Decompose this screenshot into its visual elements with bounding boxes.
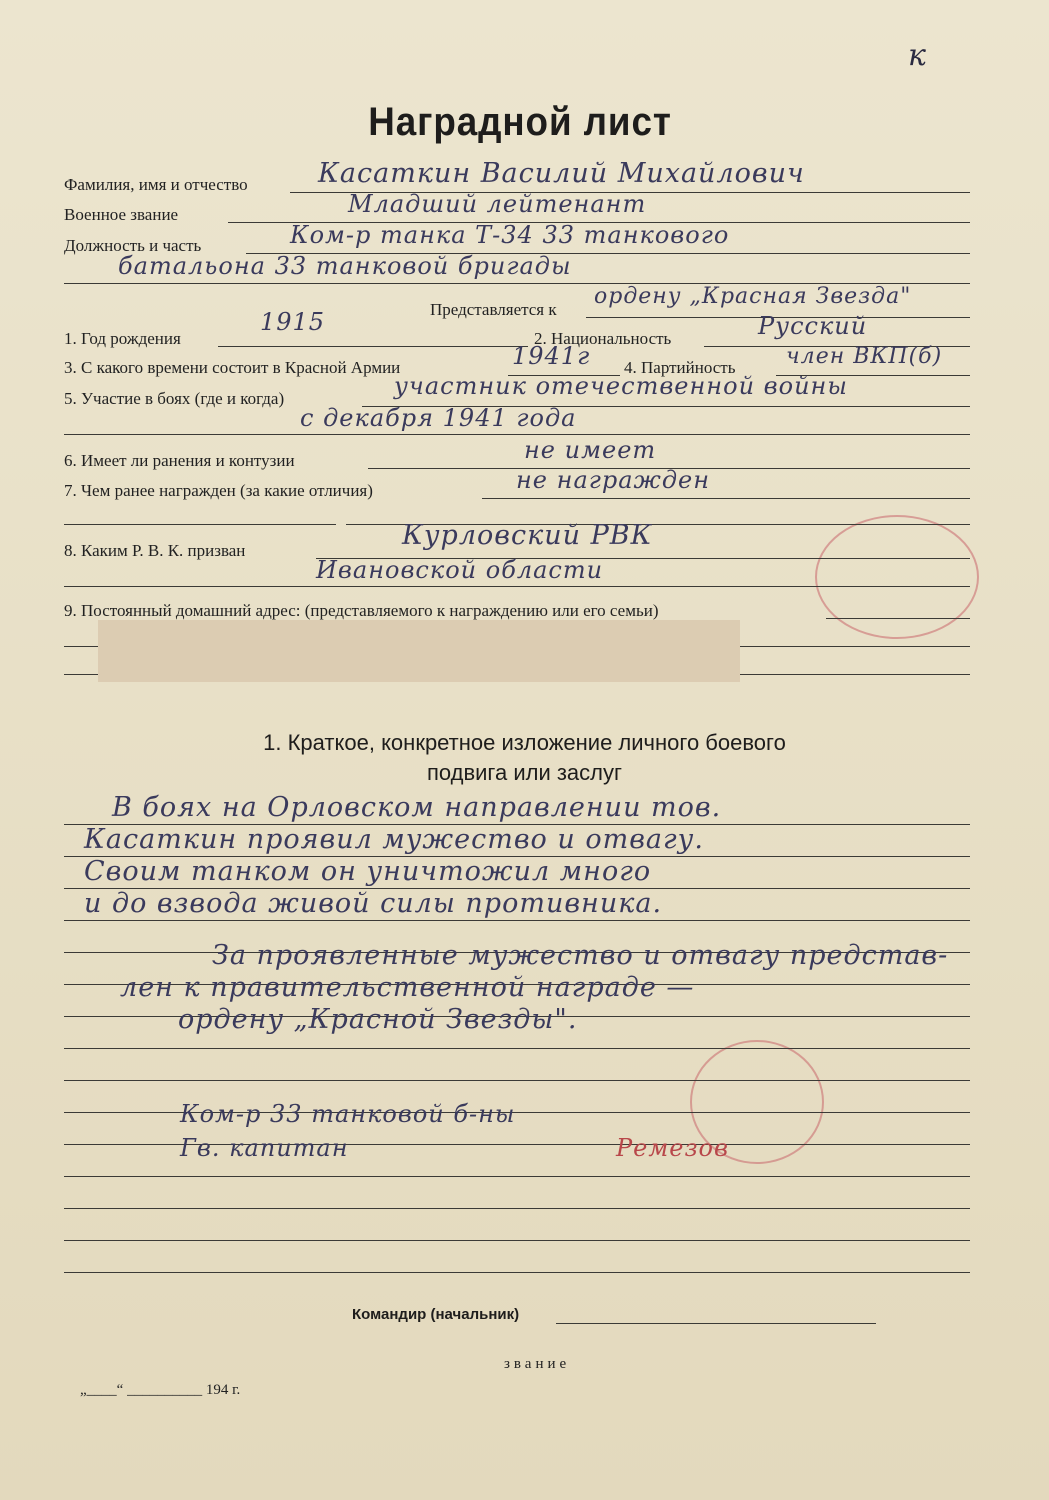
page-title: Наградной лист [368,100,672,144]
feat-line-7: ордену „Красной Звезды". [178,1004,578,1035]
battles-label: 5. Участие в боях (где и когда) [64,389,285,408]
feat-title-2: подвига или заслуг [426,760,623,785]
rule-line [556,1323,876,1324]
fio-label: Фамилия, имя и отчество [64,175,248,194]
feat-line-3: Своим танком он уничтожил много [84,856,652,887]
party-value: член ВКП(б) [786,344,943,369]
rank-value: Младший лейтенант [348,190,647,218]
rvk-label: 8. Каким Р. В. К. призван [64,541,246,560]
feat-title-1: 1. Краткое, конкретное изложение личного боевого [263,730,786,755]
party-label: 4. Партийность [624,358,736,377]
post-value-1: Ком-р танка Т-34 33 танкового [290,221,730,249]
nation-label: 2. Национальность [534,329,672,348]
rule-line [64,1080,970,1081]
feat-line-4: и до взвода живой силы противника. [84,888,663,919]
army-value: 1941г [512,342,591,370]
fio-value: Касаткин Василий Михайлович [318,158,805,189]
rank-label: Военное звание [64,205,179,224]
rule-line [64,524,336,525]
rule-line [64,1176,970,1177]
army-label: 3. С какого времени состоит в Красной Армии [64,358,401,377]
battles-value-1: участник отечественной войны [394,372,848,400]
feat-line-6: лен к правительственной награде — [120,972,695,1003]
rule-line [218,346,528,347]
presented-value: ордену „Красная Звезда" [594,284,912,309]
nation-value: Русский [758,312,868,340]
feat-signature-1: Ком-р 33 танковой б-ны [180,1100,516,1128]
battles-value-2: с декабря 1941 года [300,404,577,432]
feat-line-2: Касаткин проявил мужество и отвагу. [84,824,704,855]
rule-line [64,1240,970,1241]
birth-value: 1915 [260,308,326,336]
rule-line [64,586,970,587]
feat-line-1: В боях на Орловском направлении тов. [112,792,722,823]
rule-line [826,618,970,619]
post-label: Должность и часть [64,236,202,255]
feat-line-5: За проявленные мужество и отвагу представ- [212,940,949,971]
corner-mark: к [908,38,926,73]
rule-line [64,1272,970,1273]
address-label: 9. Постоянный домашний адрес: (представляемого к награждению или его семьи) [64,601,659,620]
rvk-value-1: Курловский РВК [402,520,653,551]
redacted-address [98,620,740,682]
wounds-value: не имеет [524,436,657,464]
feat-signature-2: Гв. капитан [180,1134,349,1162]
awarded-label: 7. Чем ранее награжден (за какие отличия) [64,481,373,500]
rule-line [64,1048,970,1049]
feat-signature-name: Ремезов [616,1134,729,1162]
rvk-value-2: Ивановской области [316,556,604,584]
presented-label: Представляется к [430,300,557,319]
wounds-label: 6. Имеет ли ранения и контузии [64,451,295,470]
date-template: „____“ __________ 194 г. [80,1382,241,1398]
faded-stamp [815,515,979,639]
rule-line [64,434,970,435]
post-value-2: батальона 33 танковой бригады [118,252,572,280]
awarded-value: не награжден [516,466,711,494]
rank-caption: звание [504,1356,571,1372]
rule-line [64,1208,970,1209]
birth-label: 1. Год рождения [64,329,181,348]
commander-label: Командир (начальник) [352,1306,520,1323]
rule-line [482,498,970,499]
rule-line [64,920,970,921]
